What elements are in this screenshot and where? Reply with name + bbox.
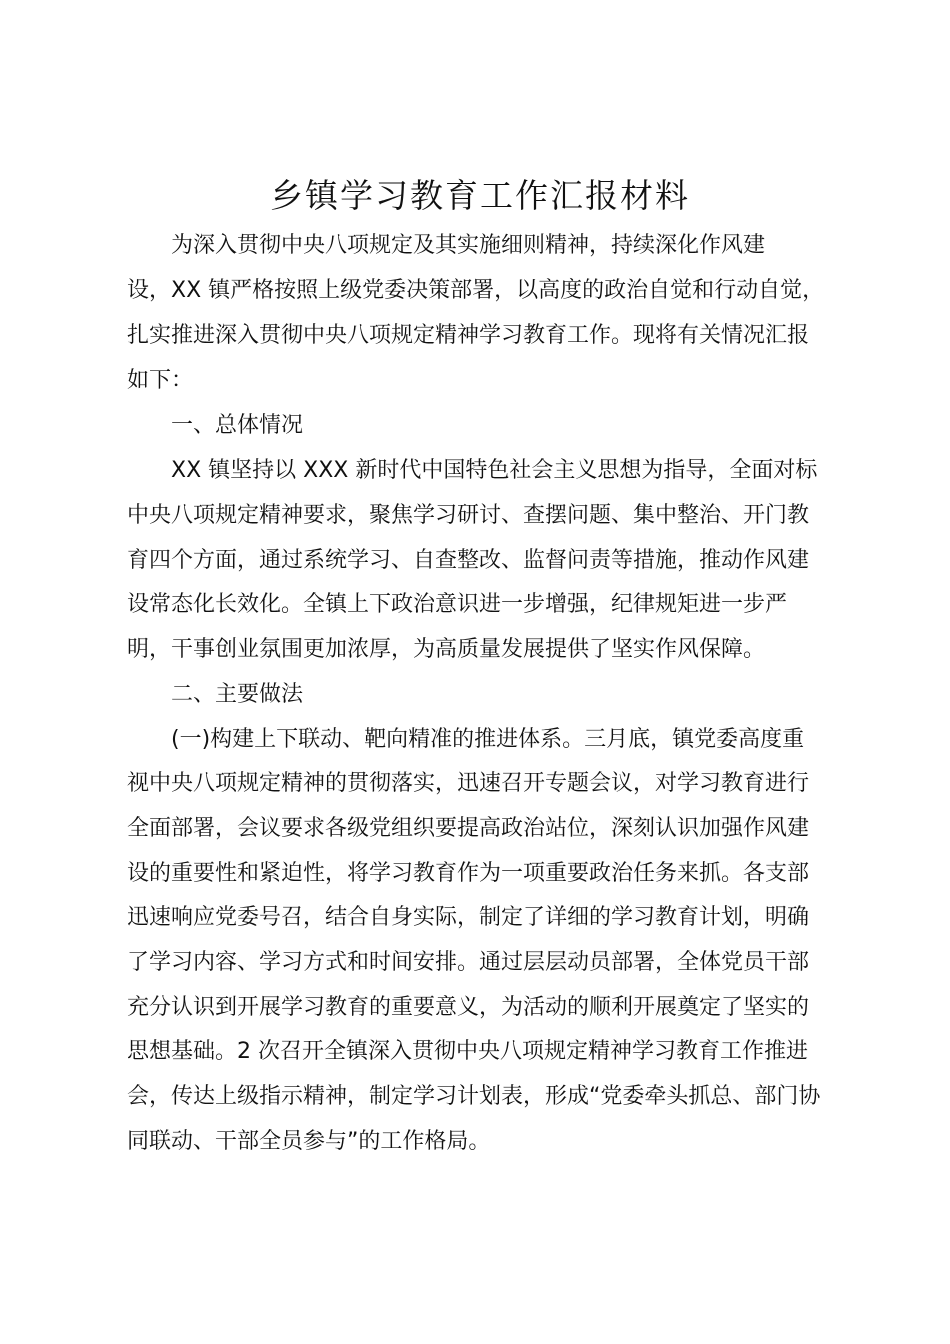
text-line: 设的重要性和紧迫性，将学习教育作为一项重要政治任务来抓。各支部: [127, 861, 810, 886]
text-line: 视中央八项规定精神的贯彻落实，迅速召开专题会议，对学习教育进行: [127, 771, 810, 796]
text-line: 思想基础。2 次召开全镇深入贯彻中央八项规定精神学习教育工作推进: [127, 1039, 808, 1064]
text-line: 设常态化长效化。全镇上下政治意识进一步增强，纪律规矩进一步严: [127, 592, 788, 617]
text-line: 设，XX 镇严格按照上级党委决策部署，以高度的政治自觉和行动自觉，: [127, 278, 825, 303]
document-title: 乡镇学习教育工作汇报材料: [270, 176, 690, 215]
text-line: 中央八项规定精神要求，聚焦学习研讨、查摆问题、集中整治、开门教: [127, 503, 810, 528]
text-line: 会，传达上级指示精神，制定学习计划表，形成“党委牵头抓总、部门协: [127, 1084, 821, 1109]
text-line: 为深入贯彻中央八项规定及其实施细则精神，持续深化作风建: [171, 233, 766, 258]
text-line: 充分认识到开展学习教育的重要意义，为活动的顺利开展奠定了坚实的: [127, 995, 810, 1020]
text-line: XX 镇坚持以 XXX 新时代中国特色社会主义思想为指导，全面对标: [171, 458, 818, 483]
text-line: 了学习内容、学习方式和时间安排。通过层层动员部署，全体党员干部: [127, 950, 810, 975]
text-line: 明，干事创业氛围更加浓厚，为高质量发展提供了坚实作风保障。: [127, 637, 766, 662]
text-line: 迅速响应党委号召，结合自身实际，制定了详细的学习教育计划，明确: [127, 905, 810, 930]
text-line: 扎实推进深入贯彻中央八项规定精神学习教育工作。现将有关情况汇报: [127, 323, 810, 348]
text-line: 同联动、干部全员参与”的工作格局。: [127, 1129, 491, 1154]
section-heading: 二、主要做法: [171, 682, 304, 707]
text-line: (一)构建上下联动、靶向精准的推进体系。三月底，镇党委高度重: [171, 727, 805, 752]
text-line: 全面部署，会议要求各级党组织要提高政治站位，深刻认识加强作风建: [127, 816, 810, 841]
text-line: 育四个方面，通过系统学习、自查整改、监督问责等措施，推动作风建: [127, 548, 810, 573]
section-heading: 一、总体情况: [171, 413, 304, 438]
text-line: 如下：: [127, 368, 194, 393]
